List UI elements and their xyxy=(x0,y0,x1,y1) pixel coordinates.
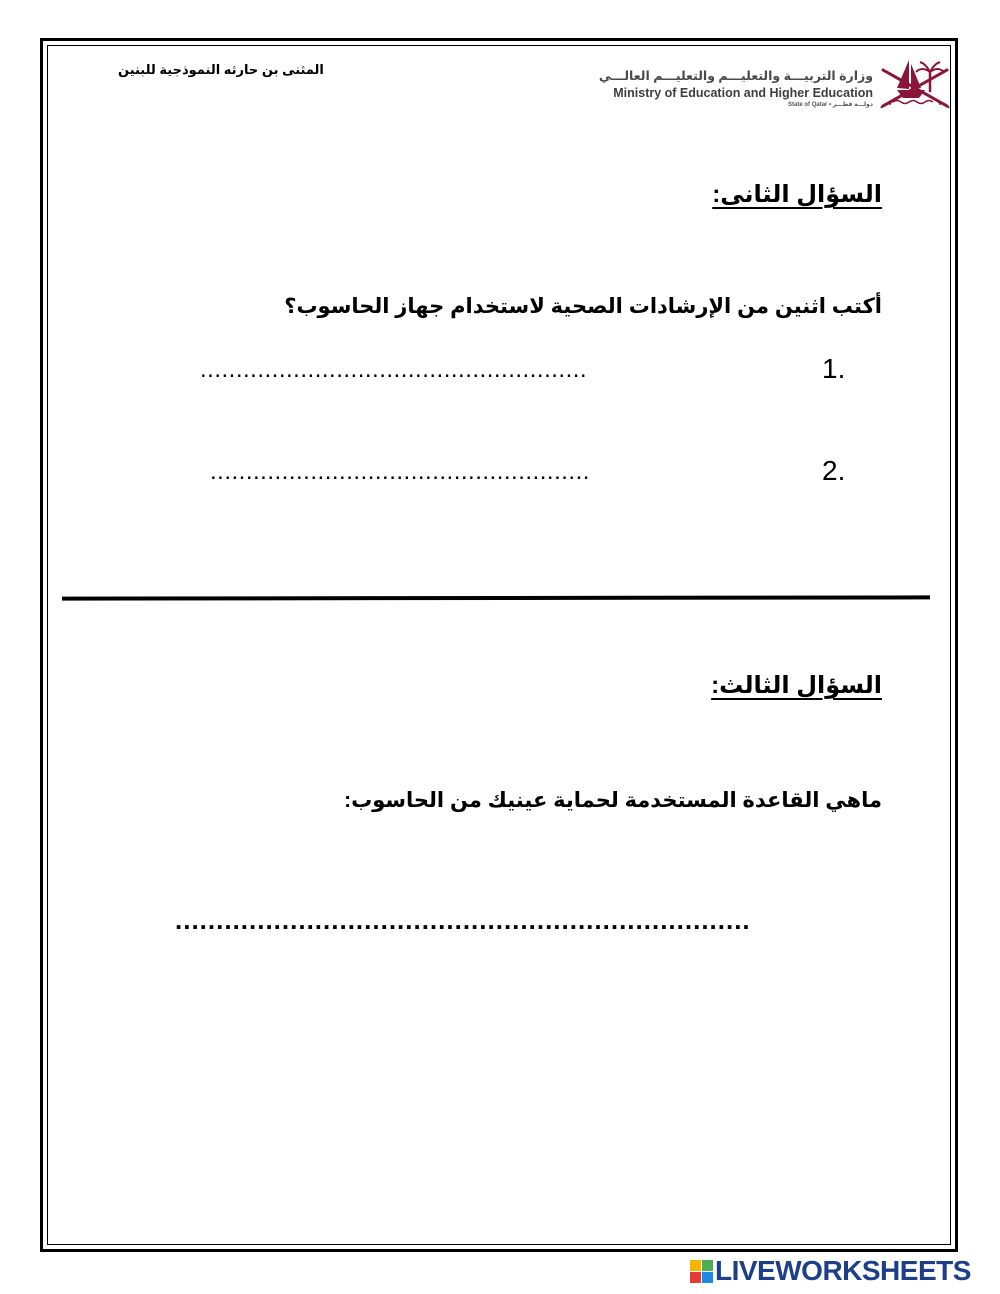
logo-square-green xyxy=(702,1260,713,1271)
answer-blank-1[interactable]: ...................................................... xyxy=(200,356,588,383)
question-3-prompt: ماهي القاعدة المستخدمة لحماية عينيك من الحاسوب: xyxy=(344,789,882,812)
logo-square-red xyxy=(690,1272,701,1283)
ministry-name-arabic: وزارة التربيـــة والتعليـــم والتعليـــم العالـــي xyxy=(598,69,873,83)
liveworksheets-logo xyxy=(690,1256,971,1286)
liveworksheets-brand-text: LIVEWORKSHEETS xyxy=(715,1255,971,1286)
page-border-inner xyxy=(47,45,951,1245)
answer-blank-3[interactable]: ...................................................................... xyxy=(175,905,751,935)
ministry-header xyxy=(570,52,955,114)
question-2-prompt: أكتب اثنين من الإرشادات الصحية لاستخدام جهاز الحاسوب؟ xyxy=(284,295,882,318)
liveworksheets-squares-icon xyxy=(690,1260,713,1283)
ministry-state-label: State of Qatar • دولـــة قطـــر xyxy=(788,102,873,108)
qatar-emblem-icon xyxy=(875,52,955,114)
answer-number-2: 2. xyxy=(822,455,846,486)
logo-square-blue xyxy=(702,1272,713,1283)
logo-square-yellow xyxy=(690,1260,701,1271)
question-2-heading: السؤال الثانى: xyxy=(712,181,882,208)
answer-number-1: 1. xyxy=(822,353,846,384)
answer-blank-2[interactable]: ..................................................... xyxy=(210,458,590,485)
ministry-name-english: Ministry of Education and Higher Education xyxy=(613,86,873,100)
question-3-heading: السؤال الثالث: xyxy=(711,672,882,699)
school-name: المثنى بن حارثه النموذجية للبنين xyxy=(118,62,324,77)
